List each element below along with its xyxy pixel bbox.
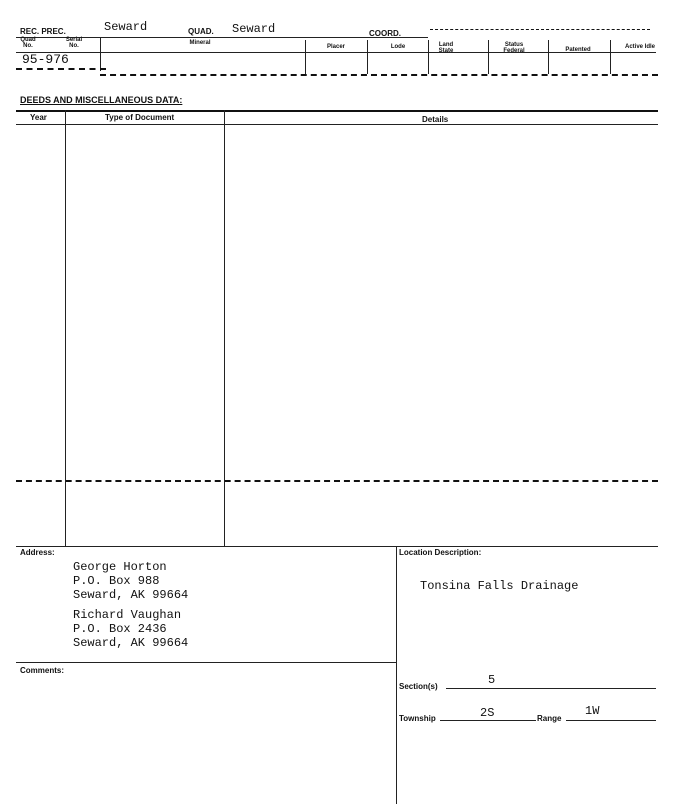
coord-label: COORD. xyxy=(369,29,401,38)
col-details: Details xyxy=(422,115,449,124)
range-line xyxy=(566,720,656,721)
divider xyxy=(100,37,101,71)
header-top-dash xyxy=(430,29,650,30)
section-line xyxy=(446,688,656,689)
col-land-state: Land State xyxy=(438,42,454,54)
address-name: George Horton xyxy=(73,560,167,574)
col-serial-no: Serial No. xyxy=(65,37,83,49)
township-line xyxy=(440,720,536,721)
divider xyxy=(488,40,489,74)
col-mineral: Mineral xyxy=(189,40,211,46)
divider xyxy=(367,40,368,74)
col-active-idle: Active Idle xyxy=(624,44,655,50)
township-value: 2S xyxy=(480,706,495,720)
col-type-of-document: Type of Document xyxy=(105,113,175,122)
address-line1: P.O. Box 988 xyxy=(73,574,160,588)
rec-prec-label: REC. PREC. xyxy=(20,27,66,36)
divider xyxy=(428,40,429,74)
address-line2: Seward, AK 99664 xyxy=(73,636,189,650)
col-quad-no: Quad No. xyxy=(20,37,36,49)
col-year: Year xyxy=(30,113,47,122)
quad-serial-value: 95-976 xyxy=(22,52,69,67)
address-label: Address: xyxy=(20,548,55,557)
address-line2: Seward, AK 99664 xyxy=(73,588,189,602)
col-lode: Lode xyxy=(390,44,406,50)
deeds-dash-line xyxy=(16,480,658,482)
col-placer: Placer xyxy=(326,44,345,50)
comments-label: Comments: xyxy=(20,666,65,675)
bottom-top-line xyxy=(16,546,658,547)
address-name: Richard Vaughan xyxy=(73,608,182,622)
deeds-top-line xyxy=(16,110,658,112)
col-patented: Patented xyxy=(565,47,591,53)
location-value: Tonsina Falls Drainage xyxy=(420,579,579,593)
address-bottom-line xyxy=(16,662,396,663)
range-value: 1W xyxy=(585,704,600,718)
quad-label: QUAD. xyxy=(188,27,214,36)
header-sub-line xyxy=(16,52,656,53)
deeds-header-line xyxy=(16,124,658,125)
rec-prec-value: Seward xyxy=(104,20,148,34)
range-label: Range xyxy=(537,714,562,723)
address-line1: P.O. Box 2436 xyxy=(73,622,167,636)
deeds-title: DEEDS AND MISCELLANEOUS DATA: xyxy=(20,95,183,105)
quad-value: Seward xyxy=(232,22,276,36)
section-label: Section(s) xyxy=(399,682,438,691)
section-value: 5 xyxy=(488,673,496,687)
divider xyxy=(548,40,549,74)
address-entry xyxy=(73,560,188,602)
header-dash xyxy=(100,74,658,76)
bottom-center-divider xyxy=(396,546,397,804)
divider xyxy=(610,40,611,74)
township-label: Township xyxy=(399,714,436,723)
address-entry xyxy=(73,608,188,650)
location-label: Location Description: xyxy=(399,548,482,557)
header-dash xyxy=(16,68,106,70)
divider xyxy=(305,40,306,74)
col-status-federal: Status Federal xyxy=(503,42,525,54)
